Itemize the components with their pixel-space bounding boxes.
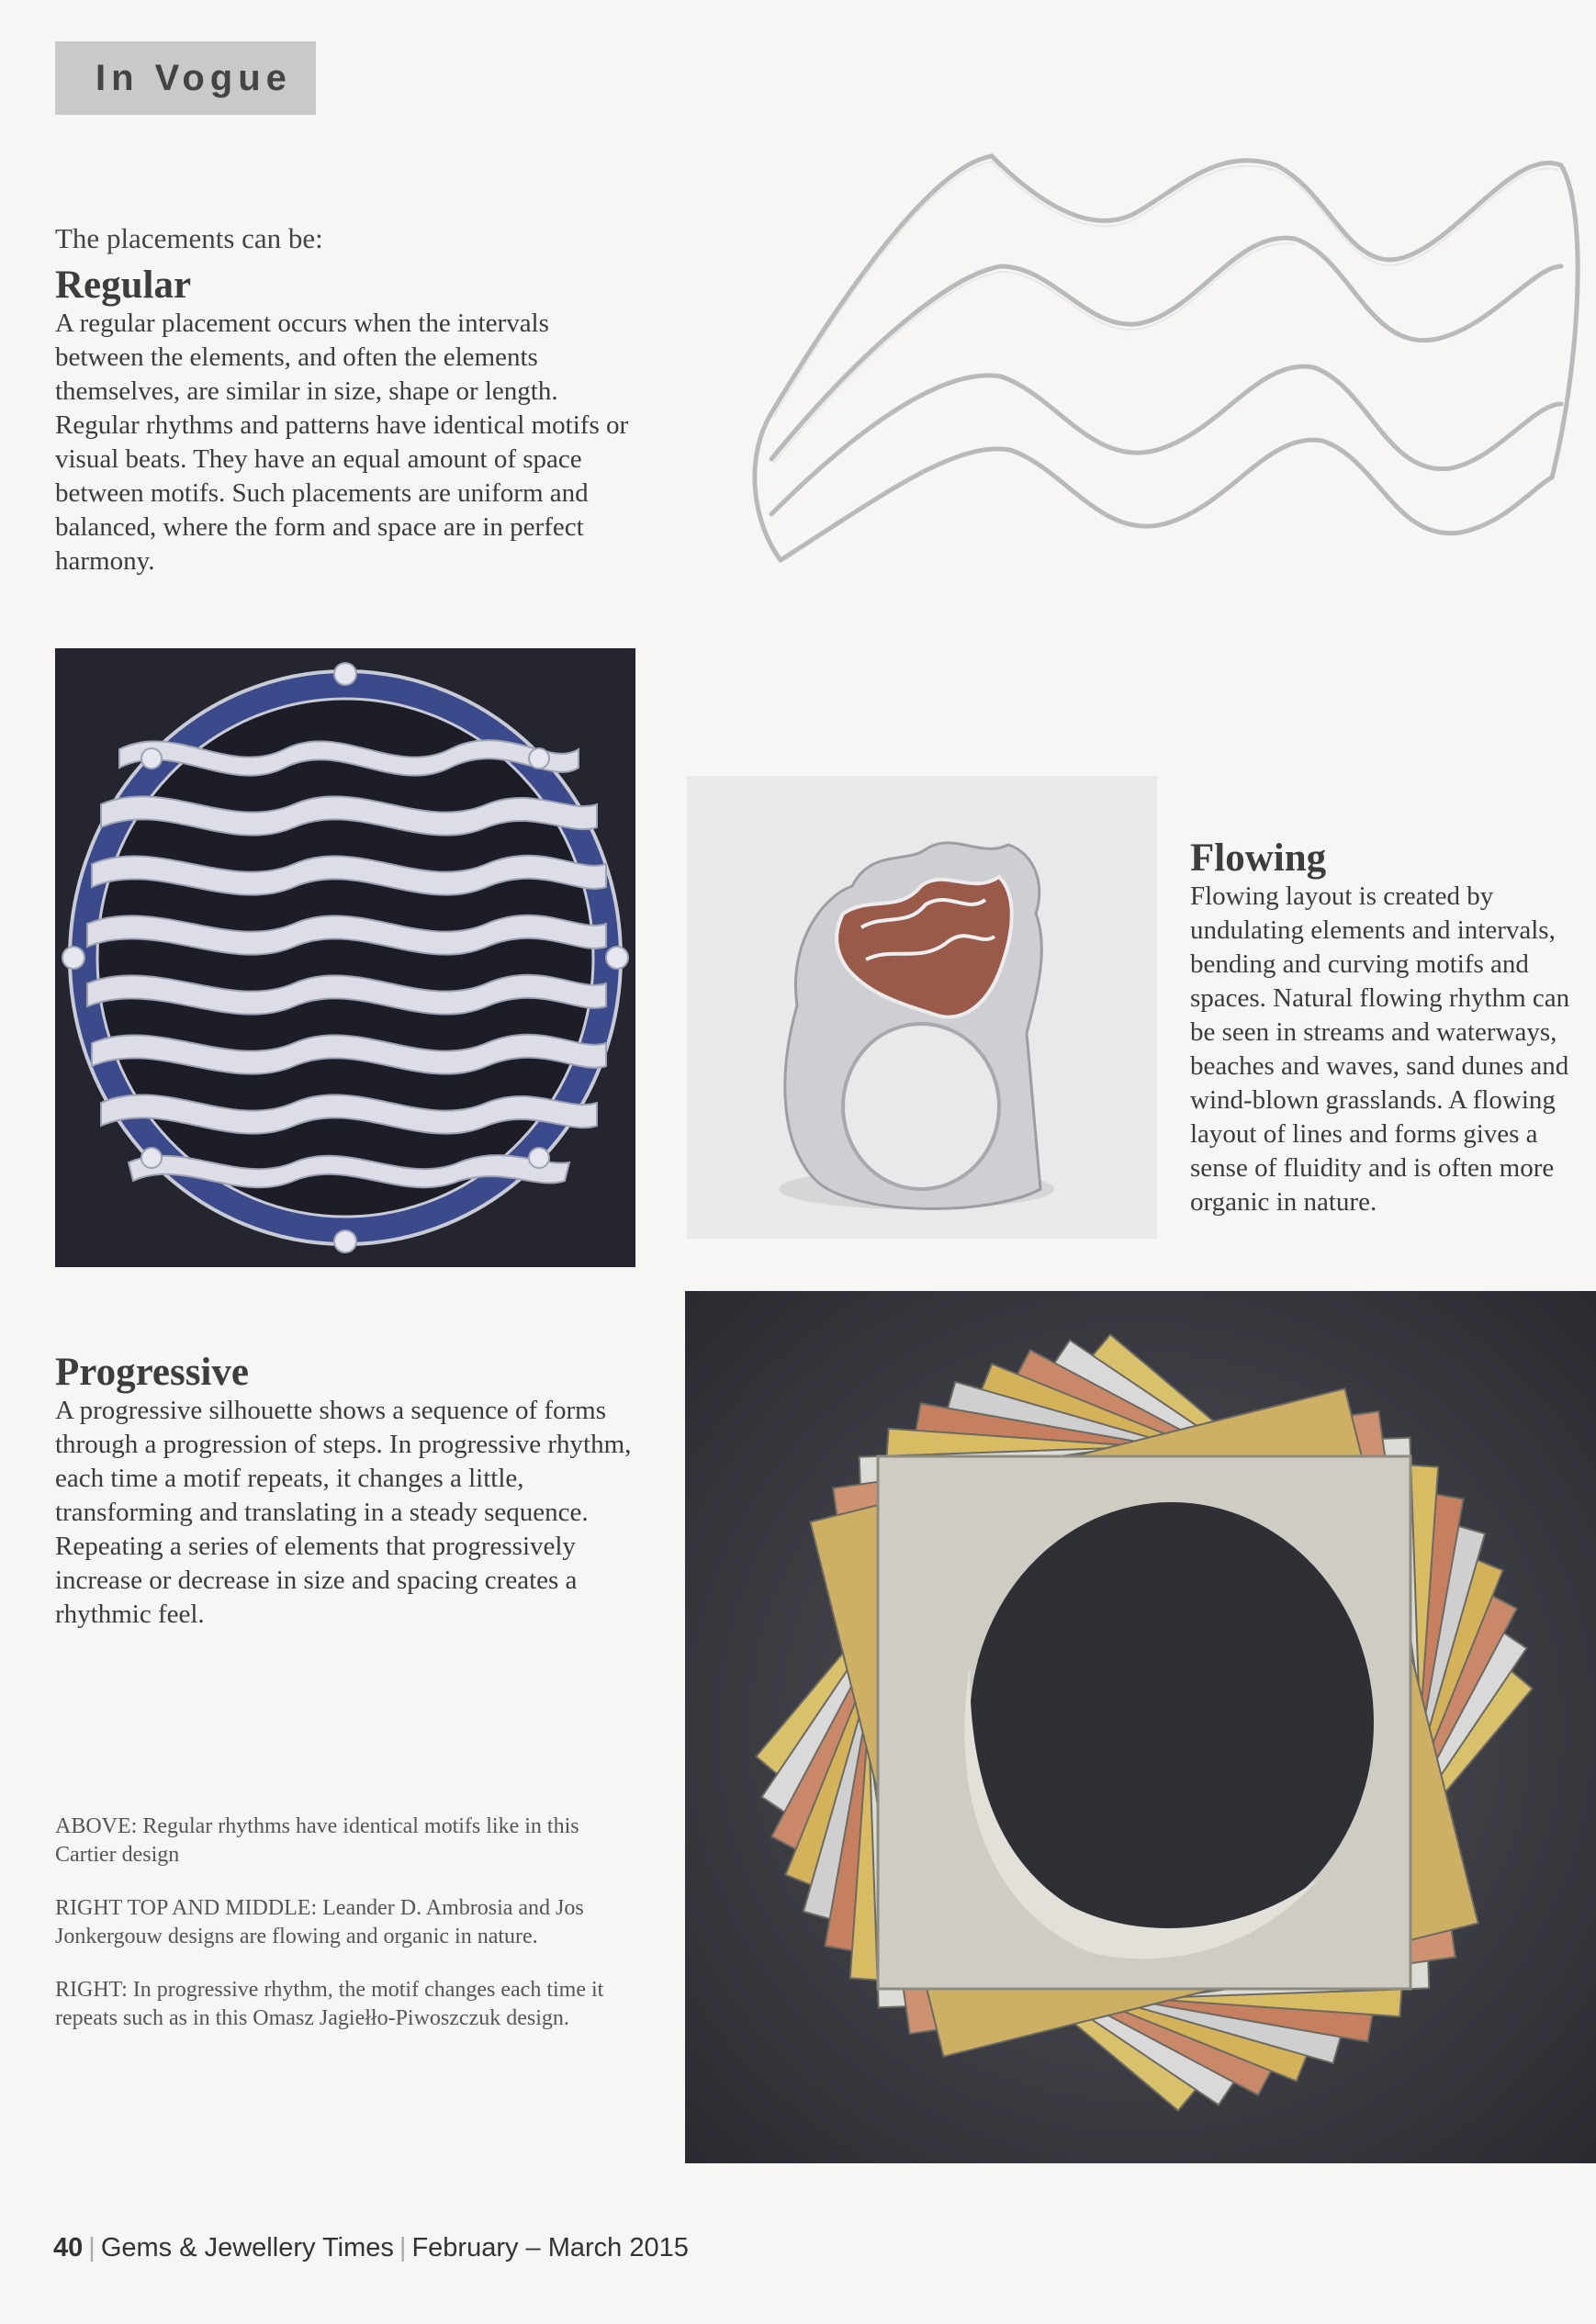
body-flowing: Flowing layout is created by undulating elements and intervals, bending and curving motifs and spaces. Natural flowing rhythm can be seen in streams and waterways, beaches and waves, sand dunes and wind-blown grasslands. A flowing layout of lines and forms gives a sense of fluidity and is often more organic in nature. xyxy=(1190,881,1570,1217)
issue-date: February – March 2015 xyxy=(411,2233,689,2262)
captions xyxy=(55,1813,643,2058)
page-footer xyxy=(53,2233,689,2263)
caption-right-top-middle: RIGHT TOP AND MIDDLE: Leander D. Ambrosia and Jos Jonkergouw designs are flowing and organic in nature. xyxy=(55,1896,584,1948)
photo-cartier-brooch xyxy=(55,648,635,1267)
photo-flowing-ring xyxy=(687,776,1157,1239)
divider-icon: | xyxy=(88,2233,96,2262)
heading-regular: Regular xyxy=(55,264,192,307)
page-number: 40 xyxy=(53,2233,84,2262)
heading-progressive: Progressive xyxy=(55,1351,249,1394)
body-progressive: A progressive silhouette shows a sequence of forms through a progression of steps. In progressive rhythm, each time a motif repeats, it changes a little, transforming and translating in a steady sequence. Repeating a series of elements that progressively increase or decrease in size and spacing creates a rhythmic feel. xyxy=(55,1396,632,1629)
intro-text: The placements can be: xyxy=(55,222,323,254)
photo-progressive-bracelet xyxy=(685,1291,1596,2163)
heading-flowing: Flowing xyxy=(1190,836,1327,880)
section-title: In Vogue xyxy=(96,58,292,98)
publication-name: Gems & Jewellery Times xyxy=(100,2233,394,2262)
caption-right: RIGHT: In progressive rhythm, the motif changes each time it repeats such as in this Omasz Jagiełło-Piwoszczuk design. xyxy=(55,1978,604,2030)
section-tab xyxy=(55,41,316,115)
divider-icon: | xyxy=(399,2233,407,2262)
body-regular: A regular placement occurs when the intervals between the elements, and often the elements themselves, are similar in size, shape or length. Regular rhythms and patterns have identical motifs or visual beats. They have an equal amount of space between motifs. Such placements are uniform and balanced, where the form and space are in perfect harmony. xyxy=(55,309,629,576)
photo-wave-cuff xyxy=(707,129,1596,707)
caption-above: ABOVE: Regular rhythms have identical motifs like in this Cartier design xyxy=(55,1814,579,1867)
